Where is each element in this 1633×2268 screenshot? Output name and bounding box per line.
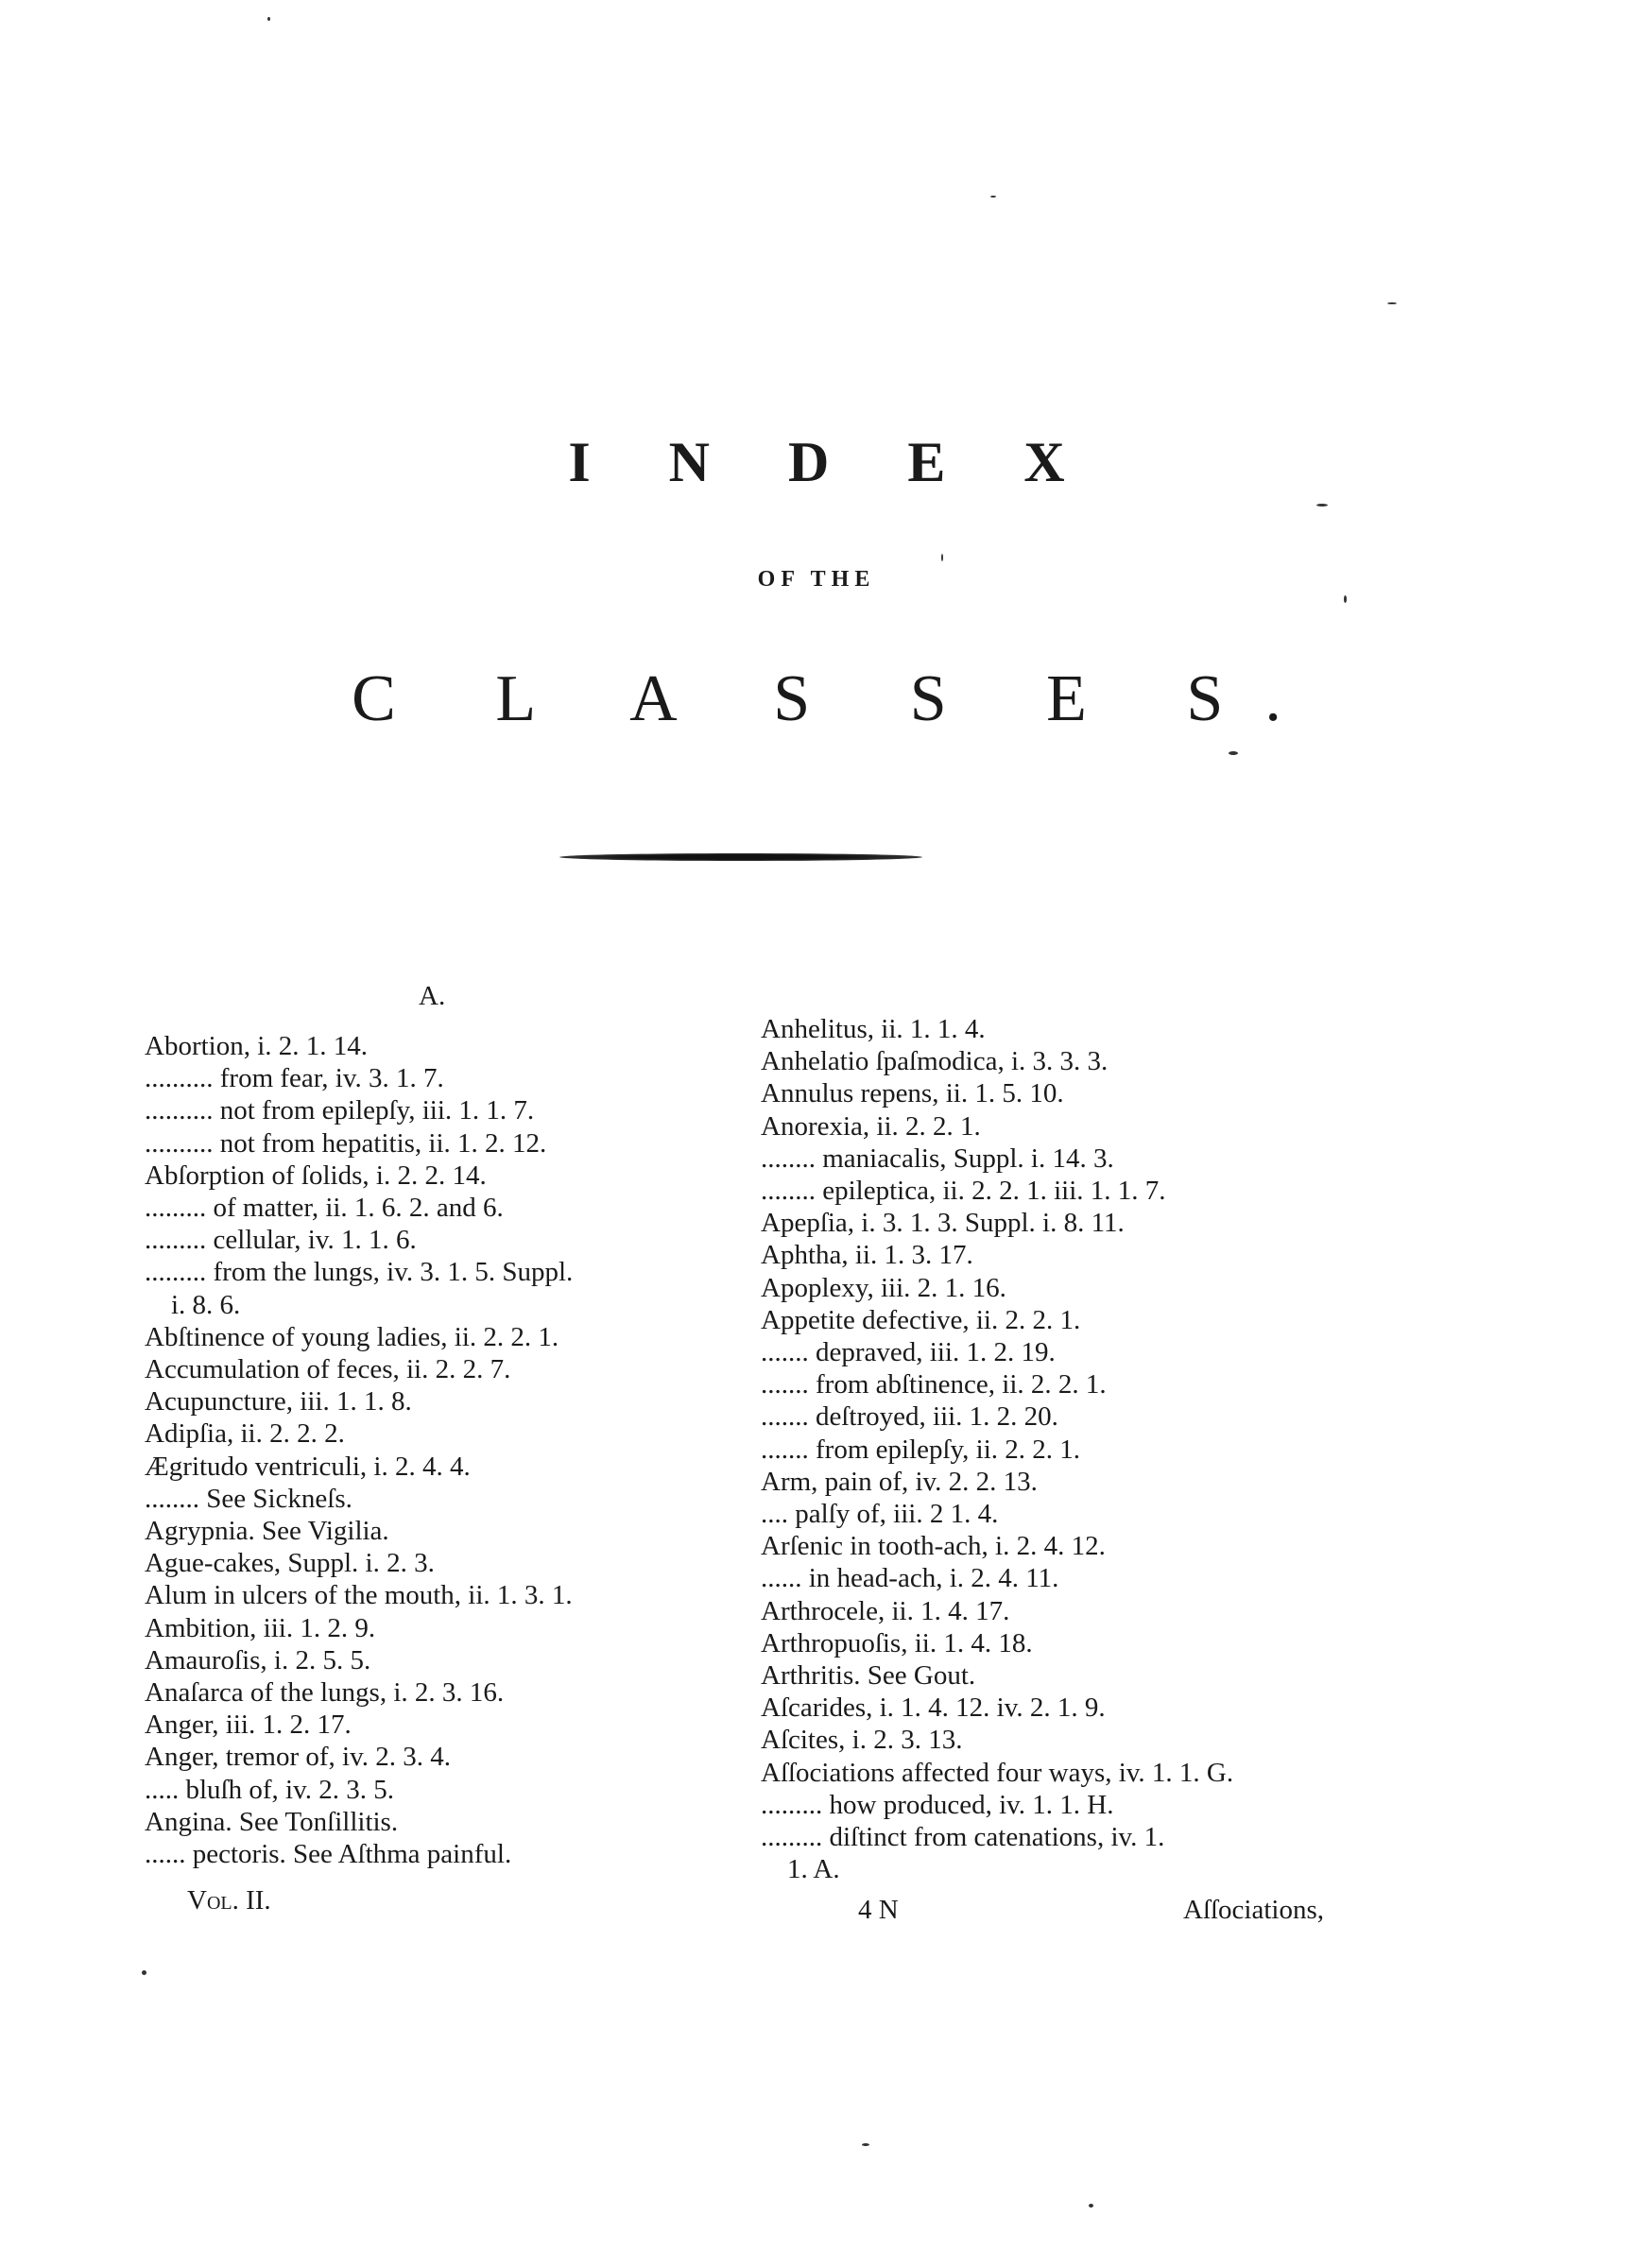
- index-entry: ..... bluſh of, iv. 2. 3. 5.: [145, 1774, 394, 1805]
- index-entry: ......... cellular, iv. 1. 1. 6.: [145, 1225, 417, 1256]
- scan-speck: [1387, 302, 1397, 304]
- index-entry: ....... from abſtinence, ii. 2. 2. 1.: [761, 1369, 1107, 1400]
- index-entry: Aſcites, i. 2. 3. 13.: [761, 1725, 963, 1756]
- page-subtitle: OF THE: [757, 567, 876, 592]
- index-entry: Apepſia, i. 3. 1. 3. Suppl. i. 8. 11.: [761, 1208, 1125, 1239]
- index-entry: Arſenic in tooth-ach, i. 2. 4. 12.: [761, 1531, 1106, 1562]
- scan-speck: [941, 554, 943, 561]
- index-entry: Apoplexy, iii. 2. 1. 16.: [761, 1272, 1006, 1303]
- index-entry: Arm, pain of, iv. 2. 2. 13.: [761, 1466, 1038, 1497]
- index-entry: Anhelitus, ii. 1. 1. 4.: [761, 1014, 986, 1044]
- index-entry: Abortion, i. 2. 1. 14.: [145, 1031, 369, 1061]
- index-column-right: [761, 1013, 1347, 1885]
- index-entry: Arthrocele, ii. 1. 4. 17.: [761, 1595, 1010, 1626]
- index-entry: .......... from fear, iv. 3. 1. 7.: [145, 1063, 444, 1094]
- index-entry: Angina. See Tonſillitis.: [145, 1806, 399, 1837]
- index-entry: Abſtinence of young ladies, ii. 2. 2. 1.: [145, 1321, 559, 1352]
- index-entry: Anger, iii. 1. 2. 17.: [145, 1710, 352, 1741]
- index-entry: Aſſociations affected four ways, iv. 1. 1. G.: [761, 1757, 1234, 1788]
- index-entry: Adipſia, ii. 2. 2. 2.: [145, 1418, 345, 1450]
- index-entry: Abſorption of ſolids, i. 2. 2. 14.: [145, 1160, 487, 1191]
- page-heading: C L A S S E S.: [352, 662, 1323, 735]
- index-entry: Ambition, iii. 1. 2. 9.: [145, 1612, 376, 1643]
- index-entry: Annulus repens, ii. 1. 5. 10.: [761, 1078, 1064, 1109]
- index-column-left: [145, 1030, 740, 1870]
- index-entry: i. 8. 6.: [171, 1289, 241, 1320]
- page-title: I N D E X: [568, 431, 1097, 493]
- index-entry: ......... how produced, iv. 1. 1. H.: [761, 1789, 1114, 1820]
- index-entry: ......... from the lungs, iv. 3. 1. 5. Suppl.: [145, 1257, 574, 1288]
- scan-speck: [142, 1970, 146, 1975]
- index-entry: Arthritis. See Gout.: [761, 1660, 976, 1692]
- index-entry: ....... from epilepſy, ii. 2. 2. 1.: [761, 1434, 1081, 1465]
- index-entry: ....... depraved, iii. 1. 2. 19.: [761, 1337, 1056, 1368]
- index-entry: Anger, tremor of, iv. 2. 3. 4.: [145, 1742, 451, 1773]
- index-entry: ...... pectoris. See Aſthma painful.: [145, 1839, 512, 1870]
- index-entry: Appetite defective, ii. 2. 2. 1.: [761, 1304, 1081, 1335]
- ornamental-rule: [559, 853, 922, 861]
- scan-speck: [1229, 751, 1238, 755]
- index-entry: Ægritudo ventriculi, i. 2. 4. 4.: [145, 1451, 471, 1482]
- index-entry: .......... not from hepatitis, ii. 1. 2. 12.: [145, 1127, 547, 1159]
- index-entry: Anhelatio ſpaſmodica, i. 3. 3. 3.: [761, 1046, 1109, 1077]
- index-entry: Arthropuoſis, ii. 1. 4. 18.: [761, 1627, 1033, 1658]
- scan-speck: [1089, 2204, 1093, 2208]
- index-entry: Aphtha, ii. 1. 3. 17.: [761, 1240, 973, 1271]
- index-entry: ........ See Sickneſs.: [145, 1483, 352, 1514]
- catchword: Aſſociations,: [1183, 1895, 1325, 1925]
- index-entry: Anorexia, ii. 2. 2. 1.: [761, 1110, 981, 1142]
- index-entry: ......... diſtinct from catenations, iv. 1.: [761, 1822, 1165, 1853]
- index-entry: Acupuncture, iii. 1. 1. 8.: [145, 1386, 412, 1418]
- scan-speck: [1316, 504, 1328, 507]
- index-entry: ......... of matter, ii. 1. 6. 2. and 6.: [145, 1193, 504, 1224]
- index-entry: .... palſy of, iii. 2 1. 4.: [761, 1499, 999, 1530]
- index-entry: Agrypnia. See Vigilia.: [145, 1516, 389, 1547]
- index-entry: Alum in ulcers of the mouth, ii. 1. 3. 1.: [145, 1580, 573, 1611]
- scan-speck: [990, 196, 996, 198]
- index-entry: ....... deſtroyed, iii. 1. 2. 20.: [761, 1401, 1058, 1433]
- index-entry: Anaſarca of the lungs, i. 2. 3. 16.: [145, 1677, 505, 1709]
- signature-mark: 4 N: [858, 1895, 899, 1925]
- index-entry: 1. A.: [787, 1854, 840, 1885]
- index-entry: .......... not from epilepſy, iii. 1. 1. 7.: [145, 1095, 535, 1126]
- index-entry: Amauroſis, i. 2. 5. 5.: [145, 1644, 371, 1675]
- index-entry: Accumulation of feces, ii. 2. 2. 7.: [145, 1354, 511, 1385]
- volume-label: Vol. II.: [187, 1885, 271, 1916]
- index-entry: Ague-cakes, Suppl. i. 2. 3.: [145, 1548, 435, 1579]
- scan-speck: [267, 17, 270, 21]
- section-letter: A.: [419, 981, 446, 1011]
- index-entry: ...... in head-ach, i. 2. 4. 11.: [761, 1563, 1059, 1594]
- index-entry: Aſcarides, i. 1. 4. 12. iv. 2. 1. 9.: [761, 1692, 1106, 1724]
- index-entry: ........ maniacalis, Suppl. i. 14. 3.: [761, 1143, 1114, 1174]
- scan-speck: [862, 2143, 869, 2146]
- index-entry: ........ epileptica, ii. 2. 2. 1. iii. 1. 1. 7.: [761, 1176, 1166, 1207]
- scan-speck: [1344, 595, 1347, 603]
